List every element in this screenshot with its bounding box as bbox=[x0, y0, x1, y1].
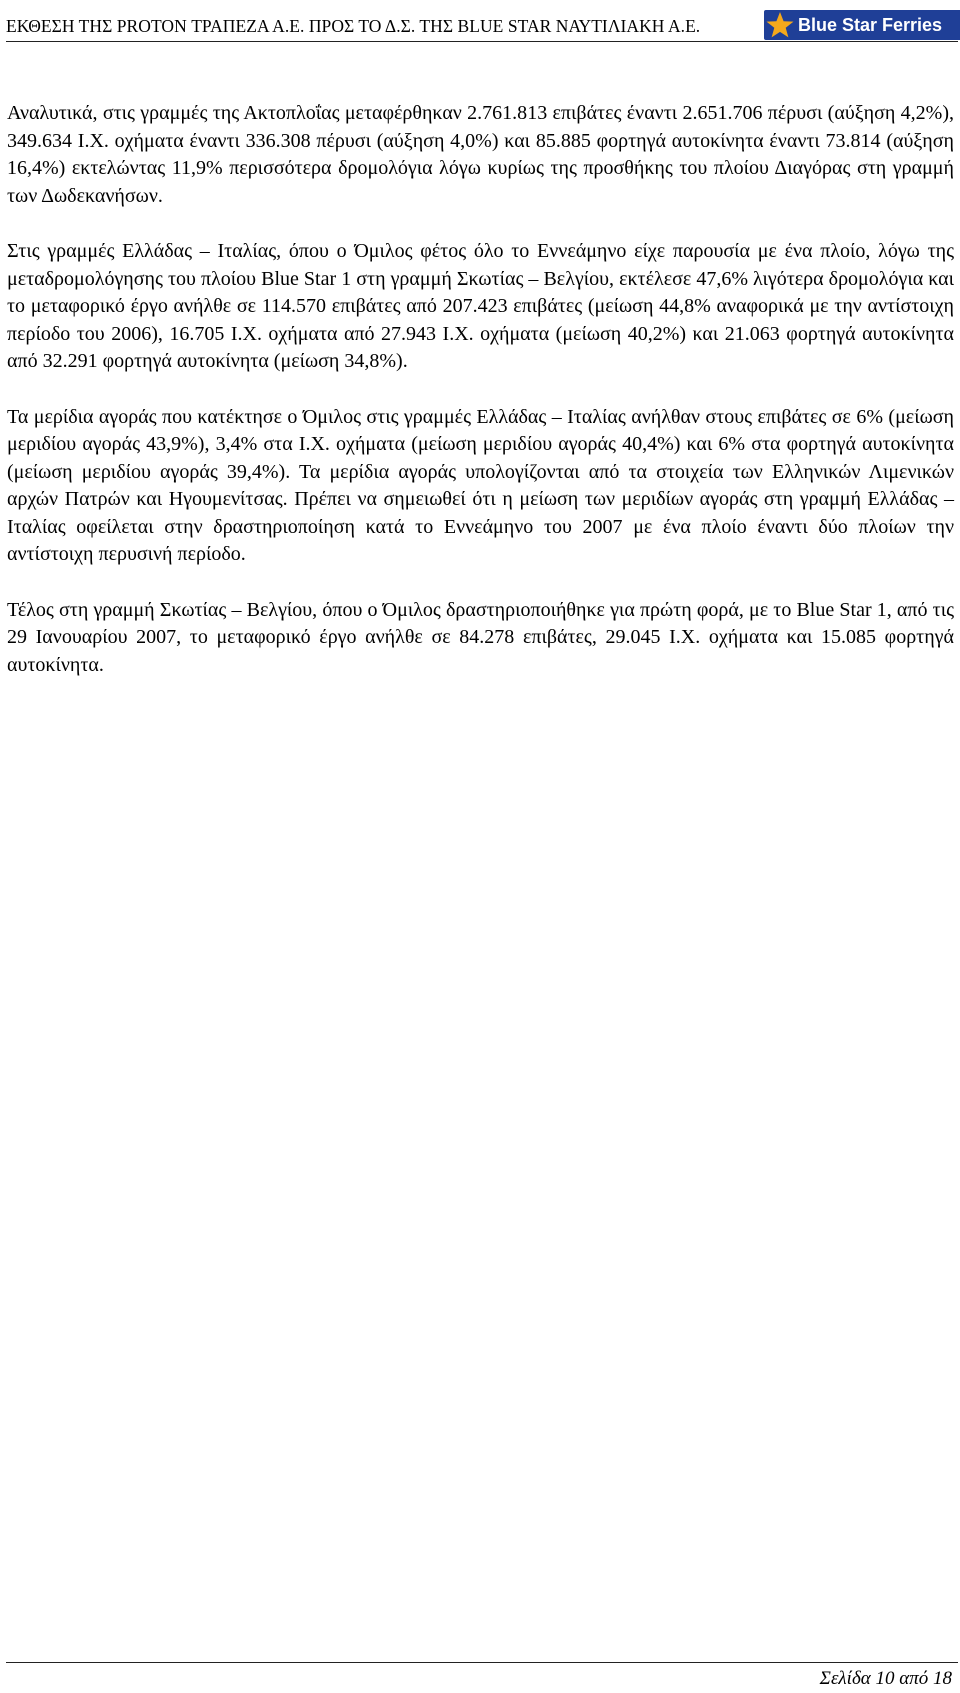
page-header bbox=[6, 10, 946, 40]
footer-divider bbox=[6, 1662, 958, 1663]
paragraph-market-share: Τα μερίδια αγοράς που κατέκτησε ο Όμιλος στις γραμμές Ελλάδας – Ιταλίας ανήλθαν στους επιβάτες σε 6% (μείωση μεριδίου αγοράς 43,9%), 3,4% στα Ι.Χ. οχήματα (μείωση μεριδίου αγοράς 40,4%) και 6% στα φορτηγά αυτοκίνητα (μείωση μεριδίου αγοράς 39,4%). Τα μερίδια αγοράς υπολογίζονται από τα στοιχεία των Ελληνικών Λιμενικών αρχών Πατρών και Ηγουμενίτσας. Πρέπει να σημειωθεί ότι η μείωση των μεριδίων αγοράς στη γραμμή Ελλάδας – Ιταλίας οφείλεται στην δραστηριοποίηση κατά το Εννεάμηνο του 2007 με ένα πλοίο έναντι δύο πλοίων την αντίστοιχη περυσινή περίοδο. bbox=[7, 405, 954, 565]
header-divider bbox=[6, 41, 958, 42]
paragraph-coastal-shipping: Αναλυτικά, στις γραμμές της Ακτοπλοΐας μεταφέρθηκαν 2.761.813 επιβάτες έναντι 2.651.706 πέρυσι (αύξηση 4,2%), 349.634 Ι.Χ. οχήματα έναντι 336.308 πέρυσι (αύξηση 4,0%) και 85.885 φορτηγά αυτοκίνητα έναντι 73.814 (αύξηση 16,4%) εκτελώντας 11,9% περισσότερα δρομολόγια λόγω κυρίως της προσθήκης του πλοίου Διαγόρας στη γραμμή των Δωδεκανήσων. bbox=[7, 102, 954, 207]
page-number: Σελίδα 10 από 18 bbox=[819, 1668, 952, 1689]
report-body bbox=[7, 100, 954, 707]
star-icon bbox=[764, 10, 796, 40]
logo-wordmark: Blue Star Ferries bbox=[798, 14, 943, 35]
paragraph-greece-italy: Στις γραμμές Ελλάδας – Ιταλίας, όπου ο Όμιλος φέτος όλο το Εννεάμηνο είχε παρουσία με ένα πλοίο, λόγω της μεταδρομολόγησης του πλοίου Blue Star 1 στη γραμμή Σκωτίας – Βελγίου, εκτέλεσε 47,6% λιγότερα δρομολόγια και το μεταφορικό έργο ανήλθε σε 114.570 επιβάτες από 207.423 επιβάτες (μείωση 44,8% αναφορικά με την αντίστοιχη περίοδο του 2006), 16.705 Ι.Χ. οχήματα από 27.943 Ι.Χ. οχήματα (μείωση 40,2%) και 21.063 φορτηγά αυτοκίνητα από 32.291 φορτηγά αυτοκίνητα (μείωση 34,8%). bbox=[7, 240, 954, 372]
paragraph-scotland-belgium: Τέλος στη γραμμή Σκωτίας – Βελγίου, όπου ο Όμιλος δραστηριοποιήθηκε για πρώτη φορά, με το Blue Star 1, από τις 29 Ιανουαρίου 2007, το μεταφορικό έργο ανήλθε σε 84.278 επιβάτες, 29.045 Ι.Χ. οχήματα και 15.085 φορτηγά αυτοκίνητα. bbox=[7, 598, 954, 676]
report-header-title: ΕΚΘΕΣΗ ΤΗΣ PROTON ΤΡΑΠΕΖΑ Α.Ε. ΠΡΟΣ ΤΟ Δ.Σ. ΤΗΣ BLUE STAR ΝΑΥΤΙΛΙΑΚΗ Α.Ε. bbox=[6, 16, 701, 36]
blue-star-ferries-logo bbox=[764, 10, 960, 40]
